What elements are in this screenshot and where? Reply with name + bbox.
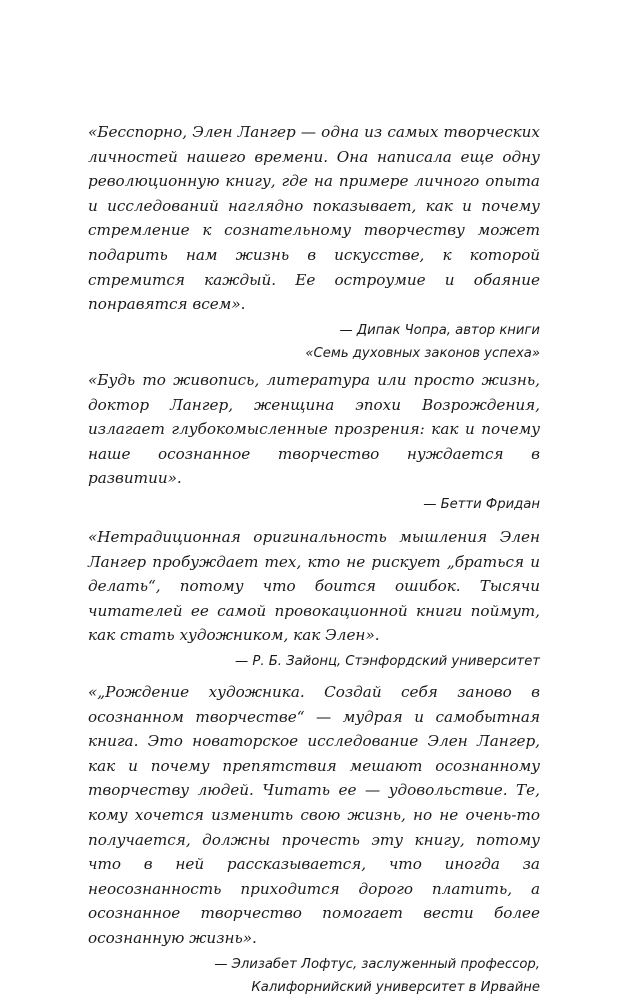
blurb-quote: «„Рождение художника. Создай себя заново в осознанном творчестве“ — мудрая и самобытная книга. Это новаторское исследование Элен Лангер, как и почему препятствия мешают осознанному творчеству людей. Читать ее — удовольствие. Те, кому хочется изменить свою жизнь, но не очень-то получается, должны прочесть эту книгу, потому что в ней рассказывается, что иногда за неосознанность приходится дорого платить, а осознанное творчество помогает вести более осознанную жизнь». <box>88 683 540 947</box>
blurb-zajonc <box>88 525 540 673</box>
blurb-quote: «Бесспорно, Элен Лангер — одна из самых творческих личностей нашего времени. Она написала еще одну революционную книгу, где на примере личного опыта и исследований наглядно показывает, как и почему стремление к сознательному творчеству может подарить нам жизнь в искусстве, к которой стремится каждый. Ее остроумие и обаяние понравятся всем». <box>88 123 540 314</box>
blurb-attribution-line: — Бетти Фридан <box>423 496 540 512</box>
blurb-attribution-line: — Дипак Чопра, автор книги <box>339 322 540 338</box>
blurb-loftus <box>88 680 540 1000</box>
blurb-chopra <box>88 120 540 366</box>
blurb-friedan <box>88 368 540 516</box>
blurb-attribution-line: — Элизабет Лофтус, заслуженный профессор, <box>214 956 540 972</box>
blurb-quote: «Будь то живопись, литература или просто жизнь, доктор Лангер, женщина эпохи Возрождения, излагает глубокомысленные прозрения: как и почему наше осознанное творчество нуждается в развитии». <box>88 371 540 488</box>
blurb-attribution-line: Калифорнийский университет в Ирвайне <box>251 980 540 996</box>
blurb-attribution-line: — Р. Б. Зайонц, Стэнфордский университет <box>235 653 540 669</box>
blurb-quote: «Нетрадиционная оригинальность мышления Элен Лангер пробуждает тех, кто не рискует „браться и делать“, потому что боится ошибок. Тысячи читателей ее самой провокационной книги поймут, как стать художником, как Элен». <box>88 528 540 645</box>
blurb-attribution-line: «Семь духовных законов успеха» <box>305 346 540 362</box>
